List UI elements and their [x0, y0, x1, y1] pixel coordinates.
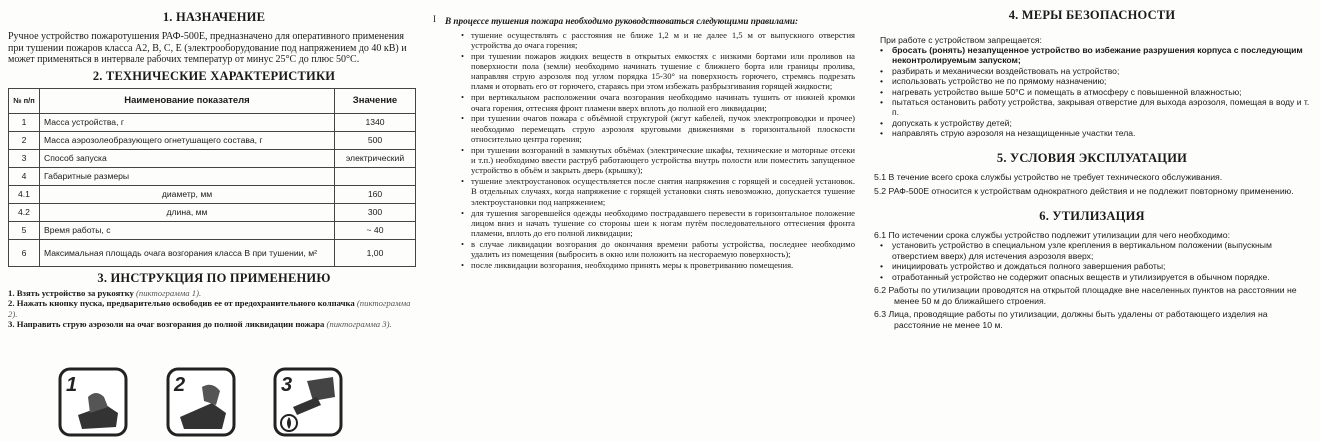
instruction-step: [8, 288, 420, 299]
column-right: [872, 0, 1312, 330]
pictogram-aim-spray: [273, 367, 343, 437]
pictogram-number: 1: [66, 374, 78, 396]
table-row: [9, 113, 416, 131]
column-marker: I: [433, 14, 436, 24]
list-item: • в случае ликвидации возгорания до окончания времени работы устройства, последнее необходимо удалить из помещения (выбросить в окно или положить на несгораемую поверхность);: [445, 239, 855, 260]
pictogram-grab-handle: [58, 367, 128, 437]
col-num-header: № п/п: [9, 88, 40, 113]
row-num: 4.1: [9, 185, 40, 203]
pictograms: [58, 367, 348, 439]
row-name: длина, мм: [40, 203, 335, 221]
row-value: 1340: [335, 113, 416, 131]
row-num: 4.2: [9, 203, 40, 221]
row-value: ~ 40: [335, 221, 416, 239]
list-item: • после ликвидации возгорания, необходимо принять меры к проветриванию помещения.: [445, 260, 855, 270]
row-num: 6: [9, 239, 40, 266]
list-item: • направлять струю аэрозоля на незащищенные участки тела.: [872, 128, 1312, 138]
row-value: 500: [335, 131, 416, 149]
list-item: • при тушении очагов пожара с объёмной структурой (жгут кабелей, пучок электропроводки и прочее) необходимо перемещать струю аэрозоля круговыми движениями в горизонтальной плоскости относительно центра горения;: [445, 113, 855, 144]
step-note: (пиктограмма 3).: [326, 319, 392, 330]
row-name: Способ запуска: [40, 149, 335, 167]
section-instructions-title: 3. ИНСТРУКЦИЯ ПО ПРИМЕНЕНИЮ: [97, 270, 331, 285]
column-left: [8, 0, 420, 330]
table-row: [9, 149, 416, 167]
row-num: 3: [9, 149, 40, 167]
col-value-header: Значение: [335, 88, 416, 113]
table-row: [9, 131, 416, 149]
table-row: [9, 203, 416, 221]
column-middle: [445, 0, 855, 271]
list-item: • разбирать и механически воздействовать на устройство;: [872, 66, 1312, 76]
step-text: 1. Взять устройство за рукоятку: [8, 287, 134, 298]
rules-list: [445, 30, 855, 271]
row-num: 4: [9, 167, 40, 185]
specs-table: [8, 88, 416, 267]
row-num: 2: [9, 131, 40, 149]
row-name: Время работы, с: [40, 221, 335, 239]
step-note: (пиктограмма 1).: [135, 287, 202, 298]
list-item: • инициировать устройство и дождаться полного завершения работы;: [872, 261, 1312, 271]
row-num: 1: [9, 113, 40, 131]
list-item: • пытаться остановить работу устройства, закрывая отверстие для выхода аэрозоля, помещая в воду и т. п.: [872, 97, 1312, 118]
row-value: [335, 167, 416, 185]
safety-lead: При работе с устройством запрещается:: [880, 35, 1042, 45]
list-item: • при тушении возгораний в замкнутых объёмах (электрические шкафы, технические и моторные отсеки и т.п.) необходимо ввести раструб работающего устройства внутрь полости или поместить запущенное устройство в объём и закрыть дверь (крышку);: [445, 145, 855, 176]
disposal-item: 6.3 Лица, проводящие работы по утилизации, должны быть удалены от работающего изделия на расстояние не менее 10 м.: [874, 309, 1268, 330]
section-safety-title: 4. МЕРЫ БЕЗОПАСНОСТИ: [1008, 8, 1176, 22]
disposal-item: 6.2 Работы по утилизации проводятся на открытой площадке вне населенных пунктов на расстоянии не менее 50 м до ближайшего строения.: [874, 285, 1297, 306]
pictogram-number: 3: [281, 374, 293, 396]
disposal-item: 6.1 По истечении срока службы устройство подлежит утилизации для чего необходимо:: [874, 229, 1230, 240]
pictogram-number: 2: [174, 374, 186, 396]
step-note: (пиктограмма 2).: [8, 298, 411, 319]
section-conditions-title: 5. УСЛОВИЯ ЭКСПЛУАТАЦИИ: [996, 150, 1188, 165]
specs-table-header: [9, 88, 416, 113]
list-item: • при вертикальном расположении очага возгорания необходимо начинать тушить от нижней кромки очага горения, оттесняя фронт пламени вверх вплоть до полной его ликвидации;: [445, 92, 855, 113]
col-name-header: Наименование показателя: [40, 88, 335, 113]
purpose-text: Ручное устройство пожаротушения РАФ-500Е, предназначено для оперативного применения при тушении пожаров класса А2, В, С, Е (электрооборудование под напряжением до 40 кВ) и может применяться в интервале рабочих температур от минус 25°С до плюс 50°С.: [8, 31, 407, 65]
section-purpose-title: 1. НАЗНАЧЕНИЕ: [162, 10, 266, 24]
step-text: 2. Нажать кнопку пуска, предварительно освободив ее от предохранительного колпачка: [8, 298, 355, 309]
condition-item: 5.1 В течение всего срока службы устройство не требует технического обслуживания.: [874, 171, 1223, 182]
row-name: Масса аэрозолеобразующего огнетушащего состава, г: [40, 131, 335, 149]
row-value: 1,00: [335, 239, 416, 266]
instruction-steps: [8, 288, 420, 330]
row-value: 300: [335, 203, 416, 221]
instruction-step: [8, 298, 420, 319]
row-name: Габаритные размеры: [40, 167, 335, 185]
section-disposal-title: 6. УТИЛИЗАЦИЯ: [1039, 208, 1145, 223]
table-row: [9, 221, 416, 239]
list-item: • допускать к устройству детей;: [872, 118, 1312, 128]
list-item: • для тушения загоревшейся одежды необходимо пострадавшего перевести в горизонтальное положение лицом вниз и начать тушение со стороны шеи к ногам путём последовательного оттеснения фронта пламени, вплоть до его полной ликвидации;: [445, 208, 855, 239]
rules-heading: В процессе тушения пожара необходимо руководствоваться следующими правилами:: [445, 16, 799, 26]
instruction-step: [8, 319, 420, 330]
step-text: 3. Направить струю аэрозоли на очаг возгорания до полной ликвидации пожара: [8, 319, 325, 330]
row-num: 5: [9, 221, 40, 239]
row-name: диаметр, мм: [40, 185, 335, 203]
list-item: • нагревать устройство выше 50°С и помещать в атмосферу с повышенной влажностью;: [872, 87, 1312, 97]
row-value: электрический: [335, 149, 416, 167]
pictogram-press-button: [166, 367, 236, 437]
table-row: [9, 167, 416, 185]
list-item: • установить устройство в специальном узле крепления в вертикальном положении (выпускным отверстием вверх) для истечения аэрозоля вверх;: [872, 240, 1312, 261]
row-value: 160: [335, 185, 416, 203]
list-item: • тушение электроустановок осуществляется после снятия напряжения с горящей и соседней установок. В отдельных случаях, когда напряжение с горящей установки снять невозможно, допускается тушение электроустановки под напряжением;: [445, 176, 855, 207]
row-name: Масса устройства, г: [40, 113, 335, 131]
condition-item: 5.2 РАФ-500Е относится к устройствам однократного действия и не подлежит повторному применению.: [874, 186, 1294, 197]
list-item: • бросать (ронять) незапущенное устройство во избежание разрушения корпуса с последующим неконтролируемым запуском;: [872, 45, 1312, 66]
disposal-list: [872, 240, 1312, 282]
list-item: • использовать устройство не по прямому назначению;: [872, 76, 1312, 86]
list-item: • тушение осуществлять с расстояния не ближе 1,2 м и не далее 1,5 м от выпускного отверстия устройства до очага горения;: [445, 30, 855, 51]
table-row: [9, 185, 416, 203]
list-item: • отработанный устройство не содержит опасных веществ и утилизируется в обычном порядке.: [872, 272, 1312, 282]
safety-list: [872, 45, 1312, 139]
section-specs-title: 2. ТЕХНИЧЕСКИЕ ХАРАКТЕРИСТИКИ: [92, 68, 336, 83]
row-name: Максимальная площадь очага возгорания класса В при тушении, м²: [40, 239, 335, 266]
table-row: [9, 239, 416, 266]
list-item: • при тушении пожаров жидких веществ в открытых емкостях с низкими бортами или проливов на поверхности пола (земли) необходимо начинать тушение с ближнего борта или границы пролива, направляя струю аэрозоля под углом порядка 15-30° на поверхность горючего, стремясь подрезать пламя и оторвать его от горючего, стараясь при этом избежать разбрызгивания горящей жидкости;: [445, 51, 855, 92]
